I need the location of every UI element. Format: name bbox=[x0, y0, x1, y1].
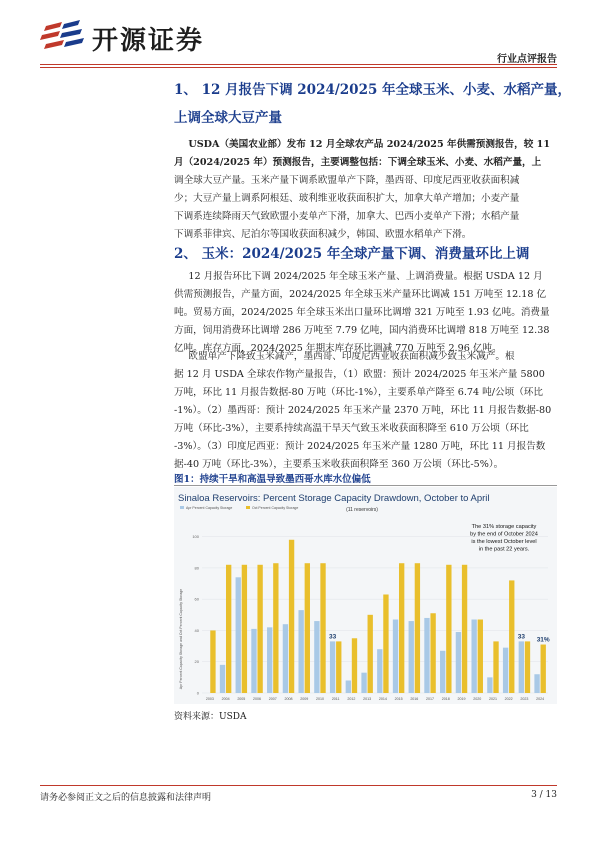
bar-apr-2005 bbox=[236, 577, 241, 693]
section2-p1-line: 方面，饲用消费环比调增 286 万吨至 7.79 亿吨，国内消费环比调增 818 万吨至 12.38 bbox=[174, 325, 550, 336]
x-tick-label-2016: 2016 bbox=[410, 697, 419, 701]
x-tick-label-2020: 2020 bbox=[473, 697, 482, 701]
bar-oct-2016 bbox=[415, 563, 420, 693]
figure-source: 资料来源：USDA bbox=[174, 712, 247, 722]
bar-oct-2017 bbox=[430, 613, 435, 693]
section2-p2-line: 据 12 月 USDA 全球农作物产量报告，（1）欧盟：预计 2024/2025 年玉米产量 5800 bbox=[174, 369, 545, 380]
bar-oct-2013 bbox=[368, 615, 373, 693]
figure-divider bbox=[174, 485, 557, 486]
bar-apr-2006 bbox=[251, 629, 256, 693]
reservoir-chart bbox=[174, 487, 557, 704]
section2-paragraph1 bbox=[174, 268, 557, 358]
data-label-2023: 33 bbox=[517, 633, 525, 641]
page-number: 3 / 13 bbox=[531, 790, 557, 800]
section1-line: 下调系菲律宾、尼泊尔等国收获面积减少，韩国、欧盟水稻单产下滑。 bbox=[174, 229, 472, 240]
annotation-line: by the end of October 2024 bbox=[470, 531, 538, 538]
section1-line: 月（2024/2025 年）预测报告，主要调整包括：下调全球玉米、小麦、水稻产量，上 bbox=[174, 157, 542, 168]
section2-title: 2、 玉米：2024/2025 年全球产量下调、消费量环比上调 bbox=[174, 246, 530, 262]
section2-p2-line: 万吨（环比-3%），主要系持续高温干旱天气致玉米收获面积降至 610 万公顷（环比 bbox=[174, 423, 529, 434]
legend-swatch-apr bbox=[180, 506, 184, 509]
bar-apr-2015 bbox=[393, 620, 398, 693]
section1-line: 调全球大豆产量。玉米产量下调系欧盟单产下降，墨西哥、印度尼西亚收获面积减 bbox=[174, 175, 520, 186]
annotation-line: is the lowest October level bbox=[471, 539, 537, 545]
bar-apr-2007 bbox=[267, 627, 272, 693]
bar-apr-2004 bbox=[220, 665, 225, 693]
x-tick-label-2011: 2011 bbox=[331, 697, 340, 701]
y-tick-label: 0 bbox=[196, 690, 199, 696]
x-tick-label-2017: 2017 bbox=[426, 697, 435, 701]
chart-subtitle: (11 reservoirs) bbox=[346, 507, 378, 513]
x-tick-label-2012: 2012 bbox=[347, 697, 356, 701]
footer-disclaimer: 请务必参阅正文之后的信息披露和法律声明 bbox=[40, 793, 212, 803]
x-tick-label-2006: 2006 bbox=[253, 697, 262, 701]
section2-p1-line: 吨。贸易方面，2024/2025 年全球玉米出口量环比调增 321 万吨至 1.93 亿吨。消费量 bbox=[174, 307, 550, 318]
x-tick-label-2009: 2009 bbox=[300, 697, 309, 701]
annotation-line: The 31% storage capacity bbox=[471, 524, 537, 530]
bar-apr-2012 bbox=[346, 680, 351, 693]
bar-apr-2024 bbox=[534, 674, 539, 693]
bar-apr-2021 bbox=[487, 677, 492, 693]
x-tick-label-2024: 2024 bbox=[536, 697, 545, 701]
chart-container bbox=[174, 487, 557, 704]
header-divider bbox=[40, 64, 557, 65]
bar-apr-2016 bbox=[409, 621, 414, 693]
section2-p2-line: -3%）。（3）印度尼西亚：预计 2024/2025 年玉米产量 1280 万吨，环比 11 月报告数 bbox=[174, 441, 546, 452]
bar-apr-2018 bbox=[440, 651, 445, 693]
bar-apr-2017 bbox=[424, 618, 429, 693]
bar-apr-2010 bbox=[314, 621, 319, 693]
x-tick-label-2007: 2007 bbox=[268, 697, 277, 701]
bar-oct-2023 bbox=[525, 641, 530, 693]
x-tick-label-2018: 2018 bbox=[441, 697, 450, 701]
y-tick-label: 80 bbox=[194, 565, 199, 571]
brand-name: 开源证券 bbox=[92, 26, 205, 56]
bar-apr-2008 bbox=[283, 624, 288, 693]
bar-oct-2011 bbox=[336, 641, 341, 693]
chart-legend bbox=[180, 506, 298, 510]
bar-oct-2024 bbox=[541, 645, 546, 693]
bar-oct-2007 bbox=[273, 563, 278, 693]
section2-p2-line: 据-40 万吨（环比-3%），主要系玉米收获面积降至 360 万公顷（环比-5%）。 bbox=[174, 459, 504, 470]
bar-oct-2008 bbox=[289, 540, 294, 693]
y-tick-label: 100 bbox=[192, 534, 199, 540]
y-tick-label: 40 bbox=[194, 627, 199, 633]
data-label-2024: 31% bbox=[536, 636, 550, 644]
y-tick-label: 60 bbox=[194, 596, 199, 602]
bar-oct-2012 bbox=[352, 638, 357, 693]
legend-label-apr: Apr Percent Capacity Storage bbox=[186, 506, 233, 510]
bar-oct-2019 bbox=[462, 565, 467, 693]
section1-line: USDA（美国农业部）发布 12 月全球农产品 2024/2025 年供需预测报告，较 11 bbox=[188, 139, 551, 150]
x-tick-label-2023: 2023 bbox=[520, 697, 529, 701]
chart-ylabel: Apr Percent Capacity Storage and Oct Percent Capacity Storage bbox=[179, 588, 183, 690]
bar-apr-2013 bbox=[361, 673, 366, 693]
bar-oct-2010 bbox=[320, 563, 325, 693]
section2-p1-line: 亿吨。库存方面，2024/2025 年期末库存环比调减 770 万吨至 2.96 亿吨。 bbox=[174, 343, 502, 354]
annotation-line: in the past 22 years. bbox=[478, 546, 530, 553]
legend-swatch-oct bbox=[246, 506, 250, 509]
section1-line: 少；大豆产量上调系阿根廷、玻利维亚收获面积扩大，加拿大单产增加；小麦产量 bbox=[174, 193, 520, 204]
y-tick-label: 20 bbox=[194, 659, 199, 665]
x-tick-label-2010: 2010 bbox=[315, 697, 324, 701]
x-tick-label-2003: 2003 bbox=[205, 697, 214, 701]
figure-title: 图1：持续干旱和高温导致墨西哥水库水位偏低 bbox=[174, 474, 371, 485]
bar-apr-2023 bbox=[519, 641, 524, 693]
bar-oct-2021 bbox=[493, 641, 498, 693]
bar-oct-2003 bbox=[210, 630, 215, 693]
chart-title: Sinaloa Reservoirs: Percent Storage Capacity Drawdown, October to April bbox=[178, 493, 490, 504]
data-label-2011: 33 bbox=[328, 633, 337, 641]
bar-oct-2015 bbox=[399, 563, 404, 693]
report-type-label: 行业点评报告 bbox=[497, 54, 557, 65]
section1-paragraph bbox=[174, 136, 557, 244]
header-divider-thin bbox=[40, 67, 557, 68]
section2-p1-line: 12 月报告环比下调 2024/2025 年全球玉米产量、上调消费量。根据 USDA 12 月 bbox=[188, 271, 543, 282]
bar-oct-2006 bbox=[257, 565, 262, 693]
bar-apr-2022 bbox=[503, 648, 508, 693]
x-tick-label-2019: 2019 bbox=[457, 697, 466, 701]
x-tick-label-2022: 2022 bbox=[504, 697, 513, 701]
x-tick-label-2021: 2021 bbox=[488, 697, 497, 701]
brand-logo-icon bbox=[40, 18, 84, 54]
bar-oct-2014 bbox=[383, 594, 388, 693]
section1-line: 下调系连续降雨天气致欧盟小麦单产下滑，加拿大、巴西小麦单产下滑；水稻产量 bbox=[174, 211, 520, 222]
x-tick-label-2005: 2005 bbox=[237, 697, 246, 701]
bar-oct-2018 bbox=[446, 565, 451, 693]
section1-title-line2: 上调全球大豆产量 bbox=[174, 110, 282, 126]
legend-label-oct: Oct Percent Capacity Storage bbox=[252, 506, 299, 510]
x-tick-label-2013: 2013 bbox=[363, 697, 372, 701]
section2-p1-line: 供需预测报告，产量方面，2024/2025 年全球玉米产量环比调减 151 万吨至 12.18 亿 bbox=[174, 289, 547, 300]
bar-oct-2022 bbox=[509, 580, 514, 693]
bar-apr-2014 bbox=[377, 649, 382, 693]
bar-oct-2005 bbox=[242, 565, 247, 693]
x-tick-label-2008: 2008 bbox=[284, 697, 293, 701]
section2-p2-line: -1%）。（2）墨西哥：预计 2024/2025 年玉米产量 2370 万吨，环比 11 月报告数据-80 bbox=[174, 405, 552, 416]
bar-oct-2009 bbox=[305, 563, 310, 693]
bar-apr-2019 bbox=[456, 632, 461, 693]
bar-oct-2020 bbox=[478, 620, 483, 693]
footer-divider bbox=[40, 785, 557, 786]
bar-apr-2009 bbox=[298, 610, 303, 693]
section2-p2-line: 万吨，环比 11 月报告数据-80 万吨（环比-1%），主要系单产降至 6.74 吨/公顷（环比 bbox=[174, 387, 543, 398]
section2-p2-line: 欧盟单产下降致玉米减产，墨西哥、印度尼西亚收获面积减少致玉米减产。根 bbox=[188, 351, 515, 362]
x-tick-label-2004: 2004 bbox=[221, 697, 230, 701]
x-tick-label-2015: 2015 bbox=[394, 697, 403, 701]
bar-apr-2020 bbox=[471, 620, 476, 693]
section1-title-line1: 1、 12 月报告下调 2024/2025 年全球玉米、小麦、水稻产量， bbox=[174, 82, 572, 98]
section2-paragraph2 bbox=[174, 348, 557, 474]
bar-apr-2011 bbox=[330, 641, 335, 693]
x-tick-label-2014: 2014 bbox=[378, 697, 387, 701]
bar-oct-2004 bbox=[226, 565, 231, 693]
